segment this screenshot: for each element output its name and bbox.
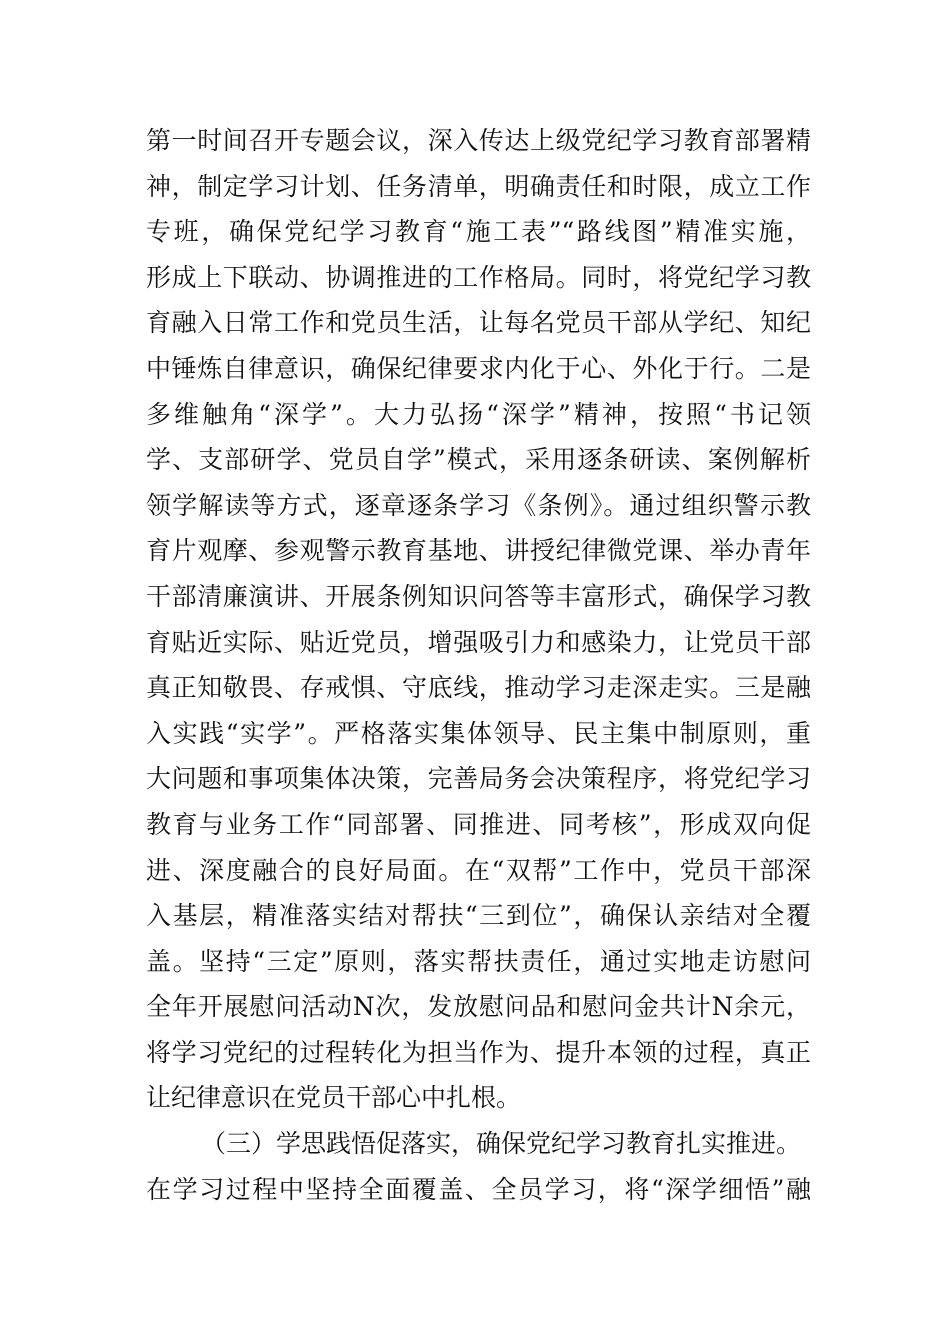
text-line-18: 入基层，精准落实结对帮扶“三到位”，确保认亲结对全覆 [146,901,811,931]
body-text [146,118,811,1212]
text-line-13: 真正知敬畏、存戒惧、守底线，推动学习走深走实。三是融 [146,673,811,703]
text-line-10: 育片观摩、参观警示教育基地、讲授纪律微党课、举办青年 [146,536,811,566]
text-line-22: 让纪律意识在党员干部心中扎根。 [146,1083,522,1113]
text-line-21: 将学习党纪的过程转化为担当作为、提升本领的过程，真正 [146,1037,811,1067]
text-line-11: 干部清廉演讲、开展条例知识问答等丰富形式，确保学习教 [146,581,811,611]
text-line-5: 育融入日常工作和党员生活，让每名党员干部从学纪、知纪 [146,308,811,338]
text-line-6: 中锤炼自律意识，确保纪律要求内化于心、外化于行。二是 [146,353,811,383]
text-line-14: 入实践“实学”。严格落实集体领导、民主集中制原则，重 [146,718,811,748]
text-line-19: 盖。坚持“三定”原则，落实帮扶责任，通过实地走访慰问 [146,946,811,976]
section-heading: （三）学思践悟促落实，确保党纪学习教育扎实推进。 [201,1129,802,1159]
text-line-2: 神，制定学习计划、任务清单，明确责任和时限，成立工作 [146,171,811,201]
text-line-20: 全年开展慰问活动N次，发放慰问品和慰问金共计N余元， [146,992,811,1022]
text-line-17: 进、深度融合的良好局面。在“双帮”工作中，党员干部深 [146,855,811,885]
text-line-after-heading: 在学习过程中坚持全面覆盖、全员学习，将“深学细悟”融 [146,1174,811,1204]
text-line-7: 多维触角“深学”。大力弘扬“深学”精神，按照“书记领 [146,399,811,429]
text-line-16: 教育与业务工作“同部署、同推进、同考核”，形成双向促 [146,809,811,839]
text-line-9: 领学解读等方式，逐章逐条学习《条例》。通过组织警示教 [146,490,811,520]
text-line-15: 大问题和事项集体决策，完善局务会决策程序，将党纪学习 [146,764,811,794]
text-line-8: 学、支部研学、党员自学”模式，采用逐条研读、案例解析 [146,445,811,475]
text-line-12: 育贴近实际、贴近党员，增强吸引力和感染力，让党员干部 [146,627,811,657]
text-line-1: 第一时间召开专题会议，深入传达上级党纪学习教育部署精 [146,126,811,155]
text-line-3: 专班，确保党纪学习教育“施工表”“路线图”精准实施， [146,217,811,247]
text-line-4: 形成上下联动、协调推进的工作格局。同时，将党纪学习教 [146,262,811,292]
